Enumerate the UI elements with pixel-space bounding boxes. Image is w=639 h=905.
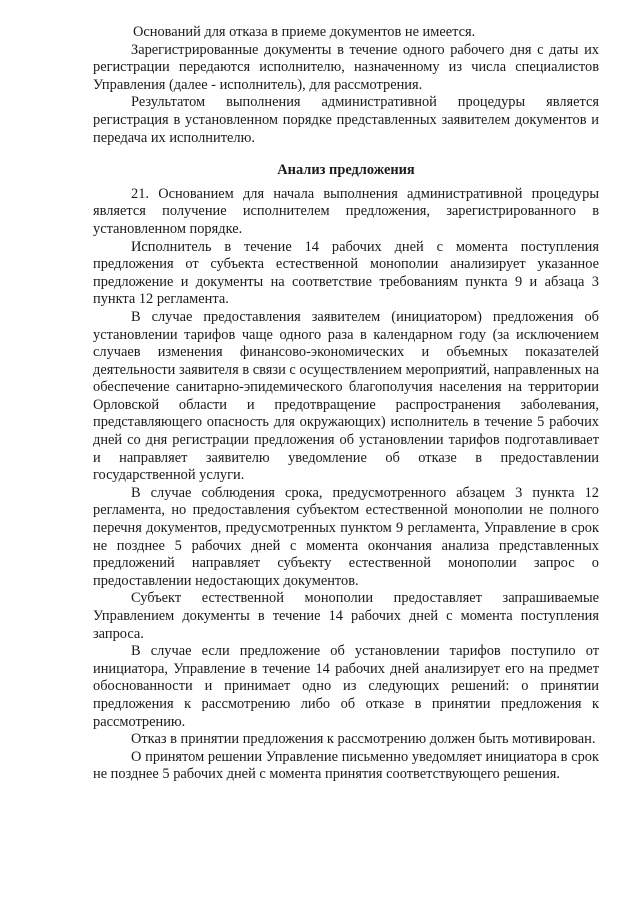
document-body <box>93 24 599 784</box>
paragraph-refusal-motivated: Отказ в принятии предложения к рассмотрению должен быть мотивирован. <box>131 731 596 748</box>
paragraph-no-grounds: Оснований для отказа в приеме документов не имеется. <box>133 24 476 40</box>
paragraph-executor-analysis: Исполнитель в течение 14 рабочих дней с момента поступления предложения от субъекта естественной монополии анализирует указанное предложение и документы на соответствие требованиям пункта 9 и абзаца 3 пункта 12 регламента. <box>93 238 599 308</box>
paragraph-procedure-result: Результатом выполнения административной процедуры является регистрация в установленном порядке представленных заявителем документов и передача их исполнителю. <box>93 94 599 146</box>
paragraph-incomplete-documents: В случае соблюдения срока, предусмотренного абзацем 3 пункта 12 регламента, но предоставления субъектом естественной монополии не полного перечня документов, предусмотренных пунктом 9 регламента, Управление в срок не позднее 5 рабочих дней с момента окончания анализа представленных предложений направляет субъекту естественной монополии запрос о предоставлении недостающих документов. <box>93 484 599 589</box>
paragraph-monopoly-response: Субъект естественной монополии предоставляет запрашиваемые Управлением документы в течение 14 рабочих дней с момента поступления запроса. <box>93 590 599 642</box>
paragraph-notification: О принятом решении Управление письменно уведомляет инициатора в срок не позднее 5 рабочих дней с момента принятия соответствующего решения. <box>93 748 599 783</box>
paragraph-registered-documents: Зарегистрированные документы в течение одного рабочего дня с даты их регистрации передаются исполнителю, назначенному из числа специалистов Управления (далее - исполнитель), для рассмотрения. <box>93 41 599 93</box>
paragraph-frequent-proposal: В случае предоставления заявителем (инициатором) предложения об установлении тарифов чаще одного раза в календарном году (за исключением случаев изменения финансово-экономических и объемных показателей деятельности заявителя в связи с осуществлением мероприятий, направленных на обеспечение санитарно-эпидемического благополучия населения на территории Орловской области и предотвращение распространения заболевания, представляющего опасность для окружающих) исполнитель в течение 5 рабочих дней со дня регистрации предложения об установлении тарифов подготавливает и направляет заявителю уведомление об отказе в предоставлении государственной услуги. <box>93 308 599 484</box>
section-heading: Анализ предложения <box>277 162 415 179</box>
paragraph-initiator-proposal: В случае если предложение об установлении тарифов поступило от инициатора, Управление в течение 14 рабочих дней анализирует его на предмет обоснованности и принимает одно из следующих решений: о принятии предложения к рассмотрению либо об отказе в принятии предложения к рассмотрению. <box>93 643 599 730</box>
paragraph-21: 21. Основанием для начала выполнения административной процедуры является получение исполнителем предложения, зарегистрированного в установленном порядке. <box>93 185 599 237</box>
